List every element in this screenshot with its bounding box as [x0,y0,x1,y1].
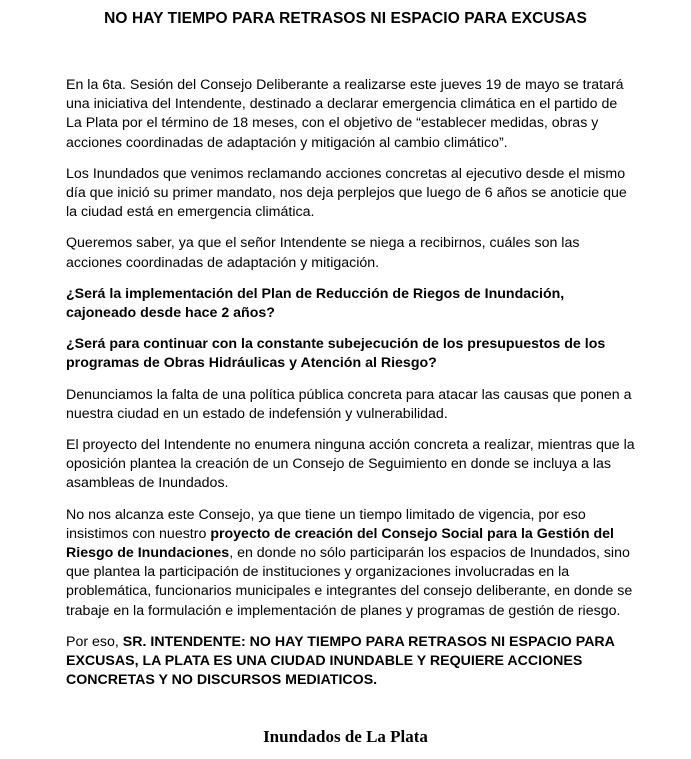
consejo-text-start: No nos alcanza este Consejo, ya que tiene un tiempo limitado de vigencia, por eso insistimos con nuestro [66,506,586,542]
consejo-project-name: proyecto de creación del Consejo Social para la Gestión del Riesgo de Inundaciones [66,525,614,562]
conclusion-prefix: Por eso, [66,633,123,650]
signature: Inundados de La Plata [263,727,428,746]
paragraph-conclusion [66,633,636,691]
paragraph-consejo-social [66,506,636,621]
paragraph-denunciamos: Denunciamos la falta de una política pública concreta para atacar las causas que ponen a nuestra ciudad en un estado de indefensión y vulnerabilidad. [66,386,632,422]
document-title: NO HAY TIEMPO PARA RETRASOS NI ESPACIO PARA EXCUSAS [104,10,587,27]
document-body [66,76,636,702]
paragraph-queremos-saber: Queremos saber, ya que el señor Intendente se niega a recibirnos, cuáles son las acciones coordinadas de adaptación y mitigación. [66,235,580,271]
question-plan-reduccion: ¿Será la implementación del Plan de Reducción de Riegos de Inundación, cajoneado desde hace 2 años? [66,285,565,322]
question-subejecucion: ¿Será para continuar con la constante subejecución de los presupuestos de los programas de Obras Hidráulicas y Atención al Riesgo? [66,336,606,372]
conclusion-demand: SR. INTENDENTE: NO HAY TIEMPO PARA RETRASOS NI ESPACIO PARA EXCUSAS, LA PLATA ES UNA CIUDAD INUNDABLE Y REQUIERE ACCIONES CONCRETAS Y NO DISCURSOS MEDIATICOS. [66,633,615,689]
consejo-text-end: , en donde no sólo participarán los espacios de Inundados, sino que plantea la participación de instituciones y organizaciones involucradas en la problemática, funcionarios municipales e integrantes del consejo deliberante, en donde se trabaje en la formulación e implementación de planes y programas de gestión de riesgo. [66,545,633,619]
paragraph-session: En la 6ta. Sesión del Consejo Deliberante a realizarse este jueves 19 de mayo se tratará una iniciativa del Intendente, destinado a declarar emergencia climática en el partido de La Plata por el término de 18 meses, con el objetivo de “establecer medidas, obras y acciones coordinadas de adaptación y mitigación al cambio climático”. [66,77,624,151]
paragraph-proyecto-intendente: El proyecto del Intendente no enumera ninguna acción concreta a realizar, mientras que la oposición plantea la creación de un Consejo de Seguimiento en donde se incluya a las asambleas de Inundados. [66,437,635,492]
paragraph-inundados: Los Inundados que venimos reclamando acciones concretas al ejecutivo desde el mismo día que inició su primer mandato, nos deja perplejos que luego de 6 años se anoticie que la ciudad está en emergencia climática. [66,165,627,221]
